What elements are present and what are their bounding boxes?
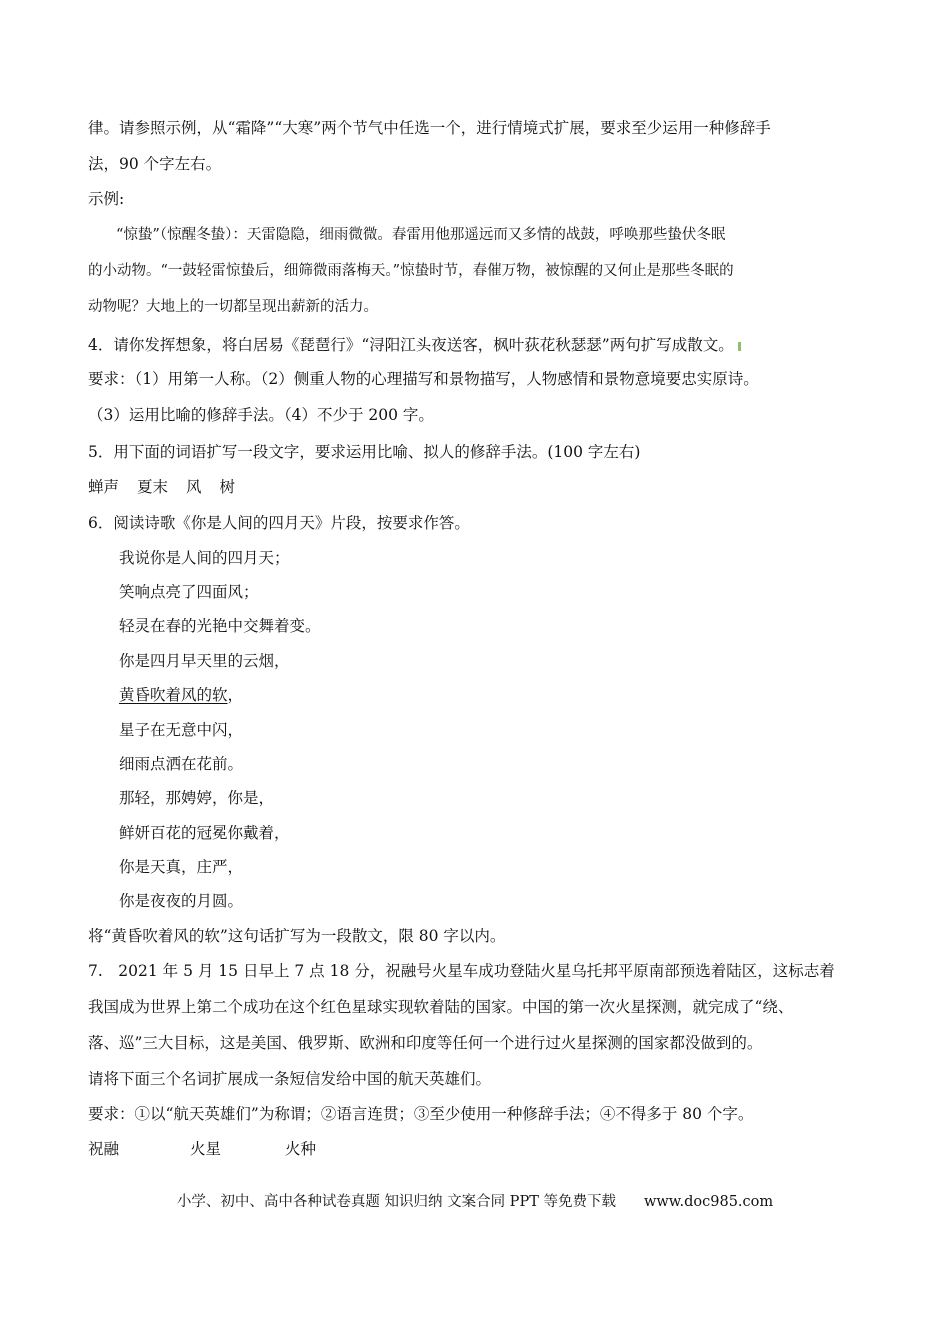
question-6: 6．阅读诗歌《你是人间的四月天》片段，按要求作答。: [88, 514, 470, 532]
footer-text: 小学、初中、高中各种试卷真题 知识归纳 文案合同 PPT 等免费下载: [176, 1194, 616, 1210]
question-6-task: 将“黄昏吹着风的软”这句话扩写为一段散文，限 80 字以内。: [88, 927, 506, 945]
underlined-poem-phrase: 黄昏吹着风的软: [119, 686, 228, 704]
poem-line: 细雨点洒在花前。: [119, 755, 244, 773]
poem-line: 轻灵在春的光艳中交舞着变。: [119, 617, 321, 635]
question-7-words: [88, 1138, 864, 1160]
poem-line: 我说你是人间的四月天；: [119, 549, 290, 567]
example-label: 示例:: [88, 190, 125, 208]
question-4-text: 4．请你发挥想象，将白居易《琵琶行》“浔阳江头夜送客，枫叶荻花秋瑟瑟”两句扩写成散文。: [88, 336, 734, 354]
example-paragraph-line: 的小动物。“一鼓轻雷惊蛰后，细筛微雨落梅天。”惊蛰时节，春催万物，被惊醒的又何止是那些冬眠的: [88, 263, 734, 279]
question-3-text: 律。请参照示例，从“霜降”“大寒”两个节气中任选一个，进行情境式扩展，要求至少运用一种修辞手: [88, 119, 771, 137]
question-3-text-cont: 法，90 个字左右。: [88, 155, 222, 173]
footer-url: www.doc985.com: [643, 1194, 774, 1210]
question-4-requirement: 要求：（1）用第一人称。（2）侧重人物的心理描写和景物描写，人物感情和景物意境要忠实原诗。: [88, 370, 759, 388]
poem-line: [119, 684, 864, 706]
question-7-cont: 落、巡”三大目标，这是美国、俄罗斯、欧洲和印度等任何一个进行过火星探测的国家都没做到的。: [88, 1034, 763, 1052]
question-5: 5．用下面的词语扩写一段文字，要求运用比喻、拟人的修辞手法。(100 字左右): [88, 443, 641, 461]
question-7: 7. 2021 年 5 月 15 日早上 7 点 18 分，祝融号火星车成功登陆火星乌托邦平原南部预选着陆区，这标志着: [88, 962, 835, 980]
poem-line: 那轻，那娉婷，你是，: [119, 789, 275, 807]
poem-punctuation: ，: [227, 686, 244, 704]
poem-line: 星子在无意中闪，: [119, 721, 244, 739]
poem-line: 笑响点亮了四面风；: [119, 583, 259, 601]
question-7-cont: 我国成为世界上第二个成功在这个红色星球实现软着陆的国家。中国的第一次火星探测，就完成了“绕、: [88, 998, 794, 1016]
word-item: 树: [219, 478, 236, 496]
question-7-requirement: 要求：①以“航天英雄们”为称谓；②语言连贯；③至少使用一种修辞手法；④不得多于 80 个字。: [88, 1105, 754, 1123]
example-paragraph-line: 动物呢？大地上的一切都呈现出薪新的活力。: [88, 299, 378, 315]
word-item: 火星: [190, 1140, 222, 1158]
word-item: 祝融: [88, 1140, 120, 1158]
poem-line: 你是天真，庄严，: [119, 858, 244, 876]
word-item: 夏末: [137, 478, 169, 496]
question-4: [88, 334, 864, 356]
word-item: 蝉声: [88, 478, 120, 496]
poem-line: 你是夜夜的月圆。: [119, 892, 244, 910]
word-item: 火种: [285, 1140, 317, 1158]
word-item: 风: [186, 478, 202, 496]
green-marker-icon: [738, 342, 741, 351]
page-footer: [0, 1191, 950, 1213]
question-7-task: 请将下面三个名词扩展成一条短信发给中国的航天英雄们。: [88, 1070, 492, 1088]
question-5-words: [88, 476, 864, 498]
poem-line: 鲜妍百花的冠冕你戴着，: [119, 824, 290, 842]
poem-line: 你是四月早天里的云烟，: [119, 652, 290, 670]
question-4-requirement-cont: （3）运用比喻的修辞手法。（4）不少于 200 字。: [88, 406, 434, 424]
example-paragraph-line: “惊蛰”（惊醒冬蛰）：天雷隐隐，细雨微微。春雷用他那遥远而又多情的战鼓，呼唤那些蛰伏冬眠: [116, 227, 726, 243]
